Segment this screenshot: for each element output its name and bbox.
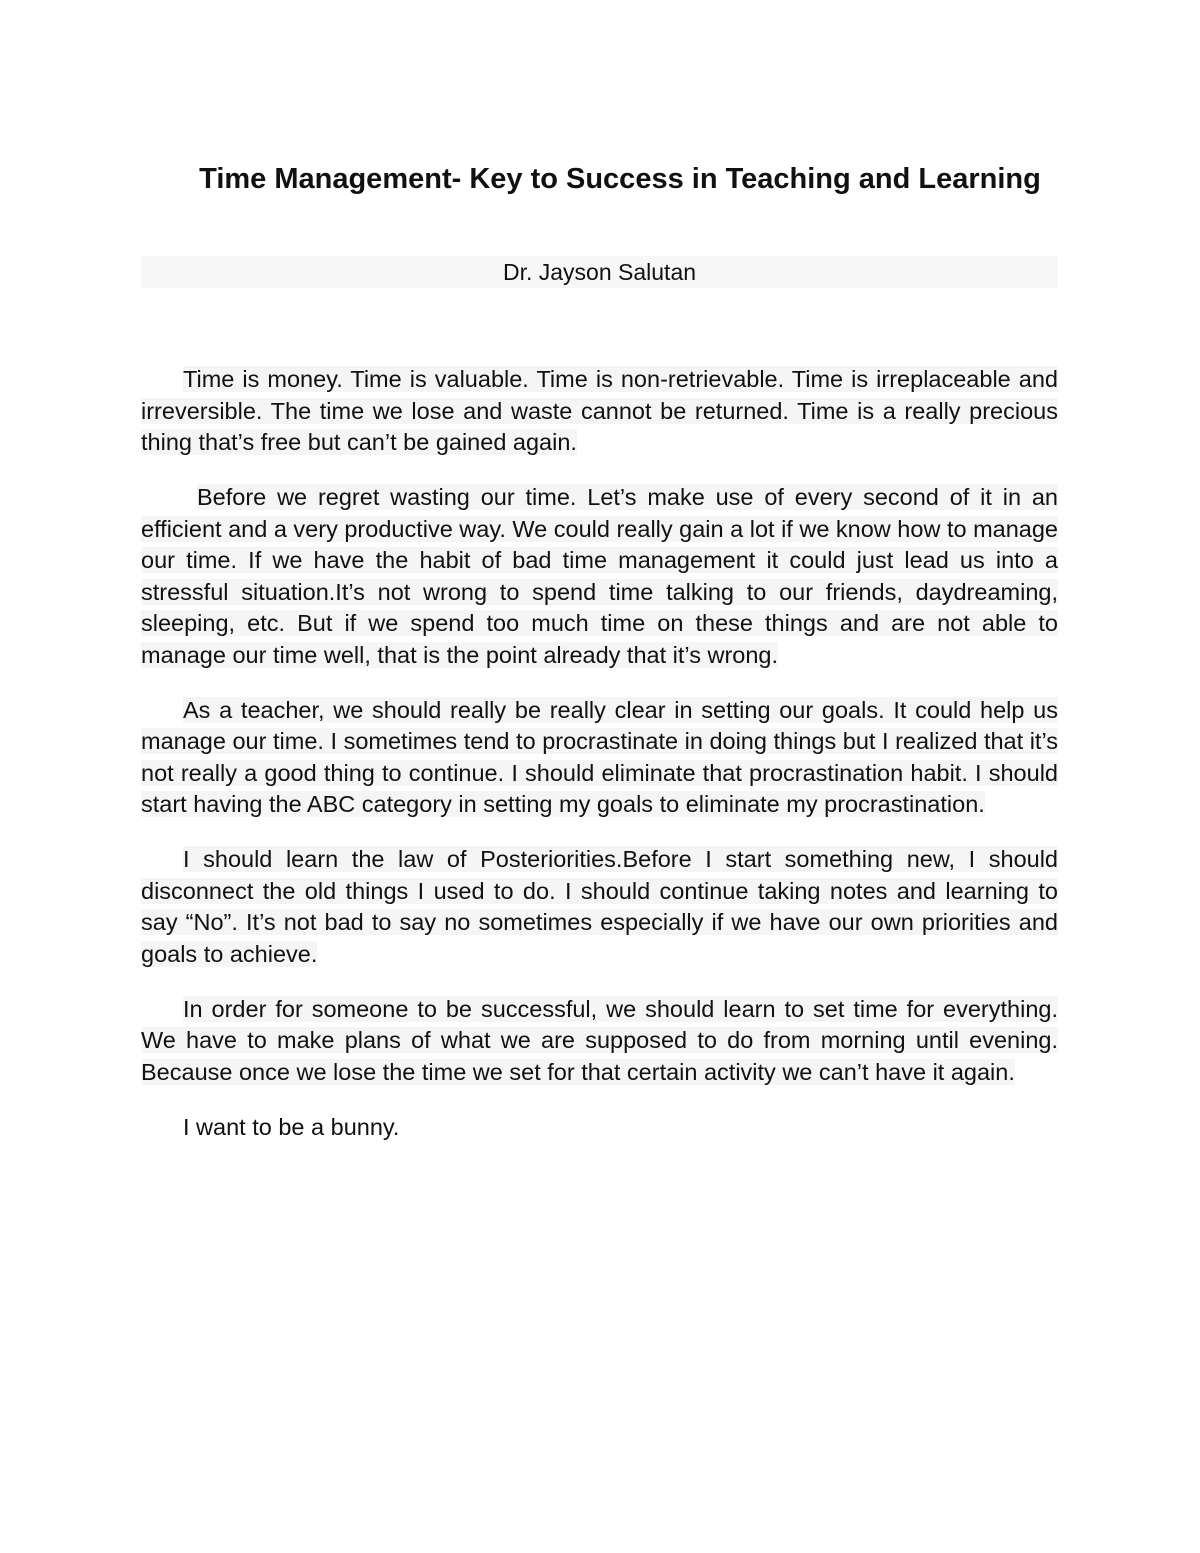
paragraph-text: Time is money. Time is valuable. Time is non-retrievable. Time is irreplaceable and irreversible. The time we lose and waste cannot be returned. Time is a really precious thing that’s free but can’t be gained again. — [141, 366, 1058, 455]
paragraph-4 — [141, 844, 1058, 970]
author-line: Dr. Jayson Salutan — [141, 256, 1058, 288]
paragraph-text: As a teacher, we should really be really clear in setting our goals. It could help us manage our time. I sometimes tend to procrastinate in doing things but I realized that it’s not really a good thing to continue. I should eliminate that procrastination habit. I should start having the ABC category in setting my goals to eliminate my procrastination. — [141, 696, 1058, 817]
document-body — [141, 364, 1058, 1167]
paragraph-5 — [141, 994, 1058, 1089]
paragraph-text: In order for someone to be successful, we should learn to set time for everything. We have to make plans of what we are supposed to do from morning until evening. Because once we lose the time we set for that certain activity we can’t have it again. — [141, 995, 1058, 1085]
paragraph-text: Before we regret wasting our time. Let’s make use of every second of it in an efficient and a very productive way. We could really gain a lot if we know how to manage our time. If we have the habit of bad time management it could just lead us into a stressful situation.It’s not wrong to spend time talking to our friends, daydreaming, sleeping, etc. But if we spend too much time on these things and are not able to manage our time well, that is the point already that it’s wrong. — [141, 484, 1058, 668]
paragraph-text: I want to be a bunny. — [183, 1113, 400, 1140]
paragraph-1 — [141, 364, 1058, 459]
document-title: Time Management- Key to Success in Teaching and Learning — [199, 163, 1041, 195]
paragraph-text: I should learn the law of Posteriorities.Before I start something new, I should disconnect the old things I used to do. I should continue taking notes and learning to say “No”. It’s not bad to say no sometimes especially if we have our own priorities and goals to achieve. — [141, 846, 1058, 967]
paragraph-3 — [141, 695, 1058, 821]
paragraph-6 — [141, 1112, 1058, 1144]
paragraph-2 — [141, 482, 1058, 671]
